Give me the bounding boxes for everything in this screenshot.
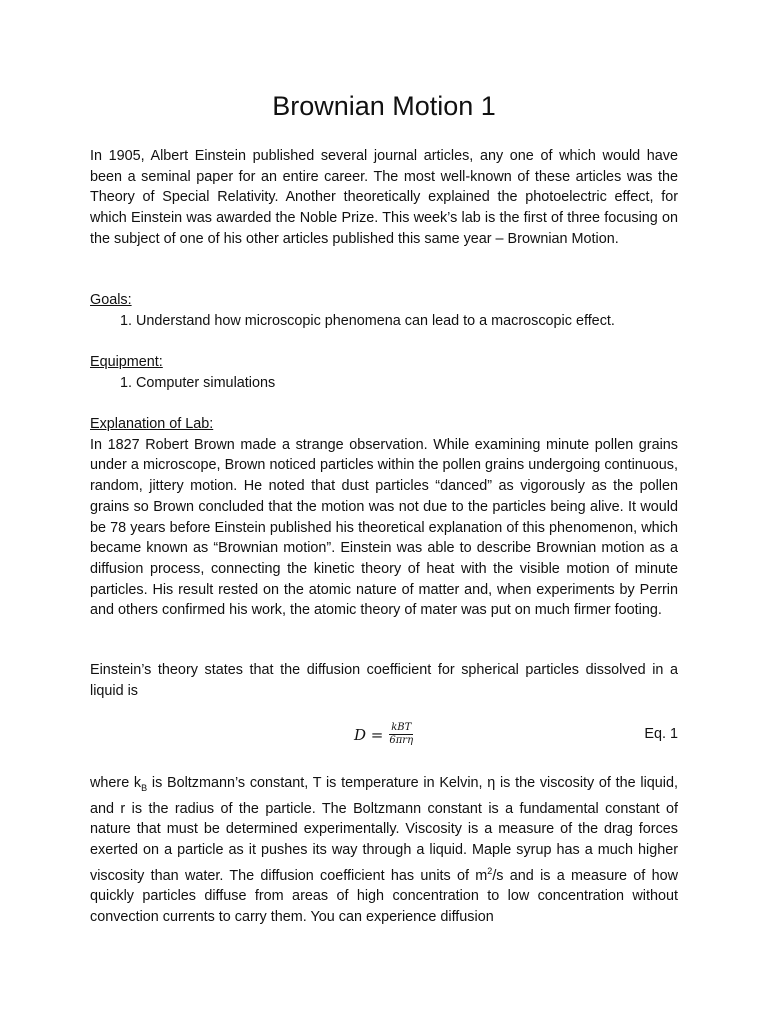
goals-list [90, 311, 678, 332]
equation-denominator: 6πrη [389, 735, 414, 746]
list-item: 1. Understand how microscopic phenomena can lead to a macroscopic effect. [136, 311, 678, 332]
boltzmann-subscript: B [141, 782, 148, 793]
explanation-section [90, 414, 678, 621]
list-item: 1. Computer simulations [136, 373, 678, 394]
definitions-text-end: /s and is a measure of how quickly particles diffuse from areas of high concentration to low concentration without convection currents to carry them. You can experience diffusion [90, 867, 678, 925]
explanation-paragraph: In 1827 Robert Brown made a strange observation. While examining minute pollen grains under a microscope, Brown noticed particles within the pollen grains undergoing continuous, random, jittery motion. He noted that dust particles “danced” as vigorously as the pollen grains so Brown concluded that the motion was not due to the particles being alive. It would be 78 years before Einstein published his theoretical explanation of this phenomenon, which became known as “Brownian motion”. Einstein was able to describe Brownian motion as a diffusion process, connecting the kinetic theory of heat with the visible motion of minute particles. His result rested on the atomic nature of matter and, when experiments by Perrin and others confirmed his work, the atomic theory of mater was put on much firmer footing. [90, 436, 678, 619]
theory-paragraph: Einstein’s theory states that the diffusion coefficient for spherical particles dissolved in a liquid is [90, 662, 678, 699]
goals-section [90, 290, 678, 331]
goals-heading: Goals: [90, 292, 132, 308]
equipment-list [90, 373, 678, 394]
page-title: Brownian Motion 1 [272, 91, 496, 121]
intro-paragraph: In 1905, Albert Einstein published several journal articles, any one of which would have been a seminal paper for an entire career. The most well-known of these articles was the Theory of Special Relativity. Another theoretically explained the photoelectric effect, for which Einstein was awarded the Noble Prize. This week’s lab is the first of three focusing on the subject of one of his other articles published this same year – Brownian Motion. [90, 148, 678, 247]
equation-label: Eq. 1 [644, 726, 678, 742]
definitions-text-start: where k [90, 775, 142, 791]
equipment-section [90, 352, 678, 393]
equation-numerator: kBT [391, 722, 412, 733]
definitions-paragraph [90, 773, 678, 928]
equation-row [90, 722, 678, 752]
equipment-heading: Equipment: [90, 354, 163, 370]
equation-fraction [387, 722, 415, 747]
equation-lhs: D = [354, 725, 384, 744]
definitions-text-middle: is Boltzmann’s constant, T is temperature in Kelvin, η is the viscosity of the liquid, and r is the radius of the particle. The Boltzmann constant is a fundamental constant of nature that must be determined experimentally. Viscosity is a measure of the drag forces exerted on a particle as it pushes its way through a liquid. Maple syrup has a much higher viscosity than water. The diffusion coefficient has units of m [90, 775, 678, 884]
explanation-heading: Explanation of Lab: [90, 416, 214, 432]
diffusion-equation [354, 722, 415, 747]
units-superscript: 2 [487, 865, 493, 876]
